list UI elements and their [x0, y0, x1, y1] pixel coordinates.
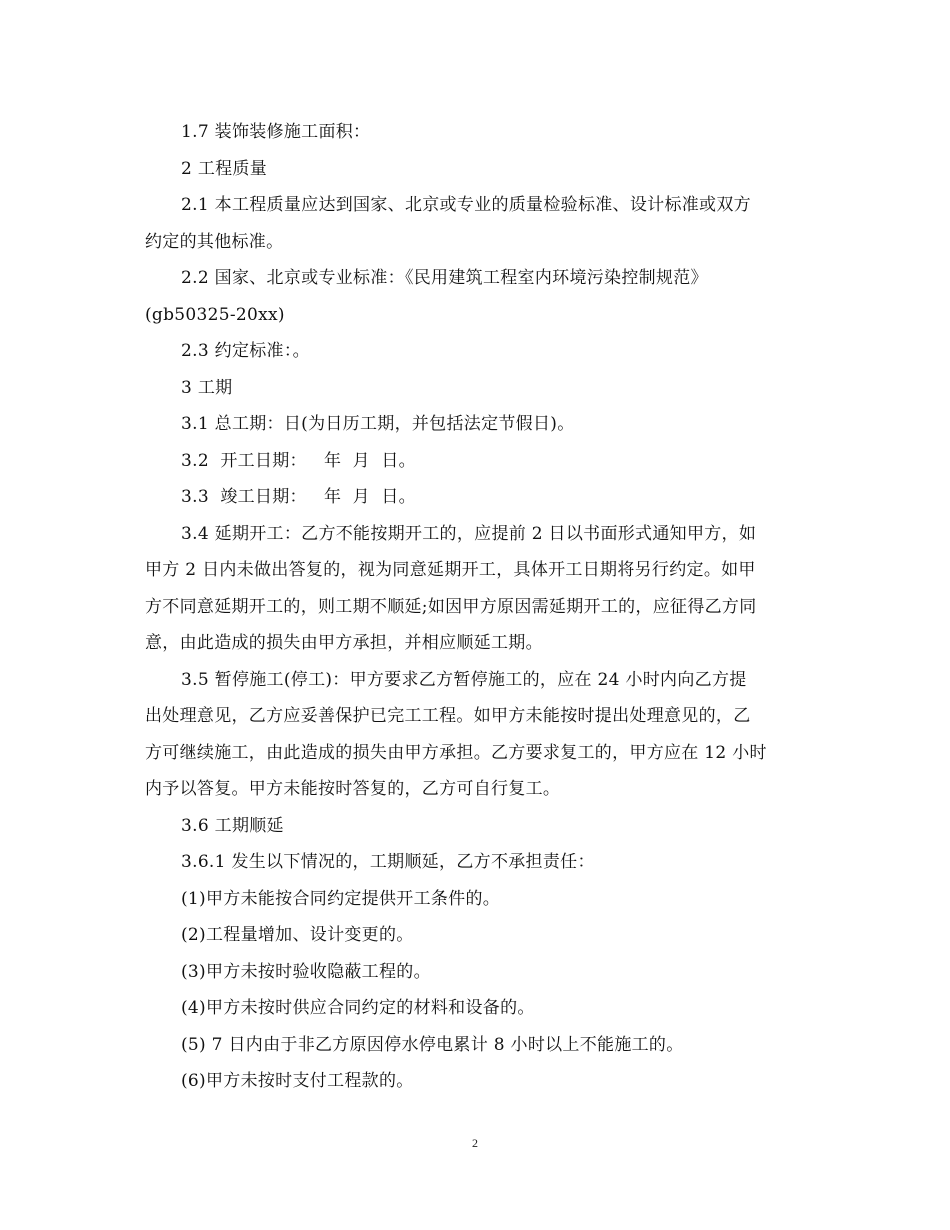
paragraph-line: 3.1 总工期：日(为日历工期，并包括法定节假日)。 — [181, 414, 575, 434]
paragraph-line: 方可继续施工，由此造成的损失由甲方承担。乙方要求复工的，甲方应在 12 小时 — [145, 742, 767, 763]
paragraph-line: (gb50325-20xx) — [145, 304, 285, 325]
paragraph-line: 3.4 延期开工：乙方不能按期开工的，应提前 2 日以书面形式通知甲方，如 — [181, 523, 757, 544]
paragraph-line: 3.6.1 发生以下情况的，工期顺延，乙方不承担责任： — [181, 852, 595, 872]
paragraph-line: 意，由此造成的损失由甲方承担，并相应顺延工期。 — [145, 633, 543, 653]
document-body — [145, 114, 807, 1100]
list-item: (1)甲方未能按合同约定提供开工条件的。 — [181, 888, 501, 909]
section-heading: 2 工程质量 — [181, 158, 268, 179]
page-number: 2 — [472, 1136, 478, 1150]
paragraph-line: 3.3 竣工日期： 年 月 日。 — [181, 487, 416, 507]
paragraph-line: 3.5 暂停施工(停工)：甲方要求乙方暂停施工的，应在 24 小时内向乙方提 — [181, 669, 747, 690]
list-item: (3)甲方未按时验收隐蔽工程的。 — [181, 961, 431, 982]
list-item: (5) 7 日内由于非乙方原因停水停电累计 8 小时以上不能施工的。 — [181, 1034, 684, 1055]
paragraph-line: 2.1 本工程质量应达到国家、北京或专业的质量检验标准、设计标准或双方 — [181, 195, 751, 215]
section-heading: 3.6 工期顺延 — [181, 815, 284, 836]
paragraph-line: 方不同意延期开工的，则工期不顺延;如因甲方原因需延期开工的，应征得乙方同 — [145, 596, 757, 617]
paragraph-line: 3.2 开工日期： 年 月 日。 — [181, 450, 416, 471]
paragraph-line: 甲方 2 日内未做出答复的，视为同意延期开工，具体开工日期将另行约定。如甲 — [145, 560, 756, 580]
paragraph-line: 出处理意见，乙方应妥善保护已完工工程。如甲方未能按时提出处理意见的，乙 — [145, 706, 751, 726]
list-item: (4)甲方未按时供应合同约定的材料和设备的。 — [181, 998, 535, 1018]
list-item: (2)工程量增加、设计变更的。 — [181, 925, 414, 945]
paragraph-line: 内予以答复。甲方未能按时答复的，乙方可自行复工。 — [145, 779, 561, 799]
section-heading: 3 工期 — [181, 377, 233, 398]
paragraph-line: 1.7 装饰装修施工面积： — [181, 122, 371, 142]
paragraph-line: 2.3 约定标准：。 — [181, 341, 310, 361]
list-item: (6)甲方未按时支付工程款的。 — [181, 1071, 414, 1091]
paragraph-line: 约定的其他标准。 — [145, 231, 284, 252]
paragraph-line: 2.2 国家、北京或专业标准：《民用建筑工程室内环境污染控制规范》 — [181, 268, 708, 288]
